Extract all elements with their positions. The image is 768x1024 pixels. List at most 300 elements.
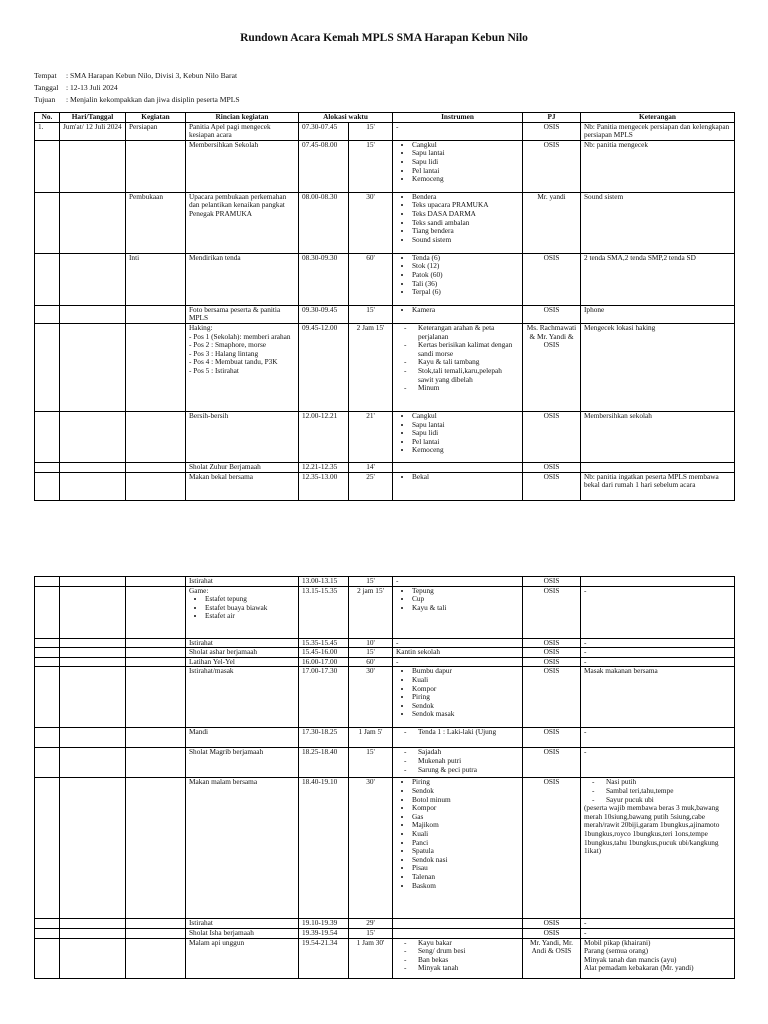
cell-durasi: 30' (349, 192, 393, 253)
cell-instrumen (393, 748, 523, 778)
cell-instrumen (393, 667, 523, 728)
cell-keterangan (581, 253, 735, 305)
column-header: Kegiatan (126, 113, 186, 123)
cell-jam: 18.40-19.10 (299, 778, 349, 919)
cell-kegiatan (126, 638, 186, 648)
item-list (396, 254, 519, 297)
list-item: - Sayur pucuk ubi (606, 796, 731, 805)
keterangan-text: Mengecek lokasi haking (584, 323, 656, 332)
list-item: • Cup (412, 595, 519, 604)
cell-keterangan (581, 778, 735, 919)
cell-hari (60, 305, 126, 323)
list-item: • Kuali (412, 676, 519, 685)
cell-pj: OSIS (523, 928, 581, 938)
cell-rincian: Mandi (186, 728, 299, 748)
list-item: - Sajadah (418, 748, 519, 757)
cell-rincian: Malam api unggun (186, 938, 299, 978)
list-item: - Minyak tanah (418, 964, 519, 973)
cell-kegiatan (126, 140, 186, 192)
cell-instrumen (393, 928, 523, 938)
table-row (35, 657, 735, 667)
list-item: • Pisau (412, 864, 519, 873)
cell-jam: 18.25-18.40 (299, 748, 349, 778)
list-item: • Tenda (6) (412, 254, 519, 263)
list-item: • Baskom (412, 882, 519, 891)
list-item: • Panci (412, 839, 519, 848)
cell-jam: 13.00-13.15 (299, 577, 349, 587)
cell-pj: OSIS (523, 667, 581, 728)
cell-no: 1. (35, 122, 60, 140)
meta-key: Tujuan (34, 95, 56, 104)
cell-keterangan (581, 928, 735, 938)
cell-instrumen: - (393, 638, 523, 648)
item-list (396, 324, 519, 393)
cell-jam: 15.35-15.45 (299, 638, 349, 648)
item-list (396, 193, 519, 245)
cell-keterangan (581, 919, 735, 929)
cell-instrumen (393, 323, 523, 411)
cell-no (35, 140, 60, 192)
cell-no (35, 192, 60, 253)
list-item: • Kuali (412, 830, 519, 839)
list-item: • Tiang bendera (412, 227, 519, 236)
table-row (35, 305, 735, 323)
table-row (35, 411, 735, 462)
list-item: • Teks sandi ambalan (412, 219, 519, 228)
list-item: • Talenan (412, 873, 519, 882)
cell-no (35, 253, 60, 305)
list-item: • Bendera (412, 193, 519, 202)
keterangan-text: - (584, 638, 587, 647)
item-list (396, 473, 519, 482)
list-item: - Stok,tali temali,karu,pelepah sawit yang dibelah (418, 367, 519, 384)
meta-key: Tempat (34, 71, 57, 80)
cell-durasi: 1 Jam 30' (349, 938, 393, 978)
cell-no (35, 638, 60, 648)
list-item: - Tenda 1 : Laki-laki (Ujung (418, 728, 519, 737)
keterangan-text: Iphone (584, 305, 605, 314)
meta-row (34, 94, 240, 106)
cell-kegiatan (126, 577, 186, 587)
cell-jam: 12.35-13.00 (299, 472, 349, 500)
column-header: Keterangan (581, 113, 735, 123)
list-item: • Sapu lidi (412, 429, 519, 438)
cell-instrumen (393, 919, 523, 929)
table-row (35, 648, 735, 658)
cell-jam: 09.30-09.45 (299, 305, 349, 323)
cell-jam: 15.45-16.00 (299, 648, 349, 658)
keterangan-text: Membersihkan sekolah (584, 411, 652, 420)
cell-hari (60, 586, 126, 638)
cell-no (35, 938, 60, 978)
cell-hari (60, 472, 126, 500)
cell-no (35, 919, 60, 929)
cell-instrumen (393, 305, 523, 323)
cell-durasi: 15' (349, 648, 393, 658)
cell-rincian: Haking: - Pos 1 (Sekolah): memberi arahan - Pos 2 : Smaphore, morse - Pos 3 : Halang lintang - Pos 4 : Membuat tandu, P3K - Pos 5 : Istirahat (186, 323, 299, 411)
cell-keterangan (581, 667, 735, 728)
cell-kegiatan: Persiapan (126, 122, 186, 140)
cell-durasi: 2 jam 15' (349, 586, 393, 638)
rundown-table-2 (34, 576, 735, 979)
meta-value: : 12-13 Juli 2024 (66, 83, 118, 92)
table-row (35, 577, 735, 587)
table-row (35, 140, 735, 192)
list-item: • Botol minum (412, 796, 519, 805)
cell-pj: Mr. Yandi, Mr. Andi & OSIS (523, 938, 581, 978)
column-header: Rincian kegiatan (186, 113, 299, 123)
cell-instrumen: - (393, 577, 523, 587)
cell-durasi: 15' (349, 577, 393, 587)
cell-hari (60, 577, 126, 587)
cell-pj: OSIS (523, 919, 581, 929)
rundown-table-1 (34, 112, 735, 501)
cell-pj: OSIS (523, 305, 581, 323)
cell-kegiatan (126, 305, 186, 323)
cell-pj: OSIS (523, 648, 581, 658)
list-item: • Sapu lantai (412, 421, 519, 430)
keterangan-text: Sound sistem (584, 192, 624, 201)
page-title: Rundown Acara Kemah MPLS SMA Harapan Kebun Nilo (240, 32, 528, 44)
table-row (35, 667, 735, 728)
cell-rincian: Istirahat/masak (186, 667, 299, 728)
cell-rincian: Istirahat (186, 919, 299, 929)
cell-kegiatan (126, 928, 186, 938)
cell-kegiatan: Pembukaan (126, 192, 186, 253)
table-row (35, 472, 735, 500)
cell-rincian: Mendirikan tenda (186, 253, 299, 305)
cell-jam: 12.00-12.21 (299, 411, 349, 462)
cell-no (35, 648, 60, 658)
list-item: - Seng/ drum besi (418, 947, 519, 956)
cell-kegiatan (126, 667, 186, 728)
cell-durasi: 30' (349, 667, 393, 728)
cell-keterangan (581, 140, 735, 192)
cell-instrumen: - (393, 657, 523, 667)
list-item: • Cangkul (412, 412, 519, 421)
cell-hari (60, 411, 126, 462)
list-item: • Kamera (412, 306, 519, 315)
cell-hari (60, 748, 126, 778)
cell-instrumen: - (393, 122, 523, 140)
keterangan-text: 2 tenda SMA,2 tenda SMP,2 tenda SD (584, 253, 696, 262)
keterangan-text: Nb: panitia ingatkan peserta MPLS membawa bekal dari rumah 1 hari sebelum acara (584, 472, 719, 490)
table-row (35, 938, 735, 978)
cell-pj: Mr. yandi (523, 192, 581, 253)
item-list (396, 939, 519, 973)
cell-durasi: 15' (349, 140, 393, 192)
cell-pj: OSIS (523, 728, 581, 748)
cell-pj: OSIS (523, 462, 581, 472)
cell-rincian: Sholat Isha berjamaah (186, 928, 299, 938)
cell-jam: 16.00-17.00 (299, 657, 349, 667)
cell-hari (60, 778, 126, 919)
cell-kegiatan (126, 472, 186, 500)
cell-rincian: Foto bersama peserta & panitia MPLS (186, 305, 299, 323)
cell-durasi: 60' (349, 253, 393, 305)
keterangan-text: - (584, 747, 587, 757)
cell-jam: 07.30-07.45 (299, 122, 349, 140)
cell-hari (60, 648, 126, 658)
cell-hari (60, 253, 126, 305)
column-header: Hari/Tanggal (60, 113, 126, 123)
cell-instrumen (393, 462, 523, 472)
item-list (396, 748, 519, 774)
cell-kegiatan (126, 919, 186, 929)
cell-hari (60, 938, 126, 978)
cell-keterangan (581, 648, 735, 658)
cell-rincian: Membersihkan Sekolah (186, 140, 299, 192)
cell-keterangan (581, 472, 735, 500)
cell-kegiatan: Inti (126, 253, 186, 305)
cell-jam: 13.15-15.35 (299, 586, 349, 638)
cell-hari (60, 192, 126, 253)
cell-no (35, 928, 60, 938)
list-item: • Bekal (412, 473, 519, 482)
cell-rincian: Upacara pembukaan perkemahan dan pelantikan kenaikan pangkat Penegak PRAMUKA (186, 192, 299, 253)
list-item: - Kayu bakar (418, 939, 519, 948)
cell-jam: 07.45-08.00 (299, 140, 349, 192)
cell-no (35, 728, 60, 748)
list-item: • Kompor (412, 685, 519, 694)
cell-hari (60, 919, 126, 929)
list-item: • Sapu lantai (412, 149, 519, 158)
cell-rincian: Sholat Zuhur Berjamaah (186, 462, 299, 472)
column-header: Instrumen (393, 113, 523, 123)
list-item: • Cangkul (412, 141, 519, 150)
cell-instrumen (393, 778, 523, 919)
column-header: No. (35, 113, 60, 123)
table-row (35, 748, 735, 778)
cell-no (35, 667, 60, 728)
list-item: - Kertas berisikan kalimat dengan sandi morse (418, 341, 519, 358)
cell-kegiatan (126, 778, 186, 919)
cell-rincian: Istirahat (186, 638, 299, 648)
table-row (35, 919, 735, 929)
cell-pj: OSIS (523, 778, 581, 919)
cell-kegiatan (126, 657, 186, 667)
table-row (35, 253, 735, 305)
column-header: Alokasi waktu (299, 113, 393, 123)
meta-row (34, 70, 240, 82)
cell-pj: OSIS (523, 411, 581, 462)
cell-jam: 19.54-21.34 (299, 938, 349, 978)
list-item: • Sapu lidi (412, 158, 519, 167)
keterangan-text: - (584, 657, 587, 666)
cell-durasi: 10' (349, 638, 393, 648)
cell-keterangan (581, 586, 735, 638)
list-item: • Stok (12) (412, 262, 519, 271)
keterangan-text: (peserta wajib membawa beras 3 muk,bawang merah 10siung,bawang putih 5siung,cabe merah/rawit 20biji,garam 1bungkus,ajinamoto 1bungkus,royco 1bungkus,teri 1ons,tempe 1bungkus,tahu 1bungkus,pucuk ubi/kangkung 1ikat) (584, 803, 720, 856)
cell-jam: 12.21-12.35 (299, 462, 349, 472)
item-list (396, 412, 519, 455)
list-item: • Spatula (412, 847, 519, 856)
cell-kegiatan (126, 728, 186, 748)
cell-hari (60, 928, 126, 938)
cell-rincian: Bersih-bersih (186, 411, 299, 462)
cell-no (35, 748, 60, 778)
cell-jam: 09.45-12.00 (299, 323, 349, 411)
table-header-row (35, 113, 735, 123)
list-item: - Mukenah putri (418, 757, 519, 766)
cell-pj: OSIS (523, 122, 581, 140)
list-item: • Bumbu dapur (412, 667, 519, 676)
list-item: • Sound sistem (412, 236, 519, 245)
cell-keterangan (581, 122, 735, 140)
cell-pj: OSIS (523, 748, 581, 778)
cell-instrumen (393, 411, 523, 462)
cell-rincian: Game: • Estafet tepung • Estafet buaya biawak • Estafet air (186, 586, 299, 638)
cell-pj: OSIS (523, 472, 581, 500)
cell-instrumen (393, 728, 523, 748)
cell-hari (60, 638, 126, 648)
list-item: - Keterangan arahan & peta perjalanan (418, 324, 519, 341)
table-row (35, 728, 735, 748)
meta-row (34, 82, 240, 94)
cell-keterangan (581, 577, 735, 587)
cell-no (35, 657, 60, 667)
list-item: • Piring (412, 693, 519, 702)
list-item: • Estafet tepung (205, 595, 295, 604)
cell-instrumen (393, 253, 523, 305)
item-list (189, 595, 295, 621)
list-item: - Sambal teri,tahu,tempe (606, 787, 731, 796)
cell-kegiatan (126, 938, 186, 978)
meta-value: : Menjalin kekompakkan dan jiwa disiplin peserta MPLS (66, 95, 240, 104)
table-row (35, 192, 735, 253)
cell-keterangan (581, 305, 735, 323)
keterangan-text: - (584, 928, 587, 937)
cell-durasi: 15' (349, 748, 393, 778)
item-list (396, 778, 519, 890)
item-list (396, 667, 519, 719)
cell-pj: OSIS (523, 586, 581, 638)
cell-keterangan (581, 323, 735, 411)
table-row (35, 462, 735, 472)
cell-keterangan (581, 938, 735, 978)
list-item: - Minum (418, 384, 519, 393)
list-item: • Estafet buaya biawak (205, 604, 295, 613)
cell-rincian: Istirahat (186, 577, 299, 587)
cell-keterangan (581, 657, 735, 667)
cell-kegiatan (126, 323, 186, 411)
cell-durasi: 21' (349, 411, 393, 462)
cell-kegiatan (126, 648, 186, 658)
cell-durasi: 2 Jam 15' (349, 323, 393, 411)
list-item: • Piring (412, 778, 519, 787)
keterangan-text: Nb: panitia mengecek (584, 140, 649, 149)
cell-jam: 17.00-17.30 (299, 667, 349, 728)
cell-hari: Jum'at/ 12 Juli 2024 (60, 122, 126, 140)
cell-keterangan (581, 462, 735, 472)
cell-keterangan (581, 192, 735, 253)
cell-no (35, 577, 60, 587)
cell-instrumen (393, 472, 523, 500)
cell-jam: 19.10-19.39 (299, 919, 349, 929)
cell-keterangan (581, 411, 735, 462)
cell-kegiatan (126, 462, 186, 472)
meta-value: : SMA Harapan Kebun Nilo, Divisi 3, Kebun Nilo Barat (66, 71, 238, 80)
cell-durasi: 14' (349, 462, 393, 472)
cell-jam: 17.30-18.25 (299, 728, 349, 748)
list-item: • Kemoceng (412, 175, 519, 184)
keterangan-text: Masak makanan bersama (584, 666, 658, 676)
document-meta (34, 70, 240, 106)
keterangan-text: - (584, 586, 587, 595)
list-item: • Sendok masak (412, 710, 519, 719)
cell-pj: OSIS (523, 657, 581, 667)
item-list (396, 141, 519, 184)
list-item: • Teks DASA DARMA (412, 210, 519, 219)
cell-pj: OSIS (523, 253, 581, 305)
list-item: - Nasi putih (606, 778, 731, 787)
cell-pj: OSIS (523, 577, 581, 587)
cell-jam: 08.00-08.30 (299, 192, 349, 253)
cell-rincian: Panitia Apel pagi mengecek kesiapan acara (186, 122, 299, 140)
cell-kegiatan (126, 411, 186, 462)
cell-no (35, 472, 60, 500)
list-item: • Pel lantai (412, 167, 519, 176)
cell-hari (60, 323, 126, 411)
list-item: - Ban bekas (418, 956, 519, 965)
list-item: • Patok (60) (412, 271, 519, 280)
cell-durasi: 15' (349, 305, 393, 323)
table-row (35, 122, 735, 140)
cell-no (35, 586, 60, 638)
keterangan-text: - (584, 918, 587, 928)
cell-hari (60, 667, 126, 728)
cell-hari (60, 140, 126, 192)
cell-instrumen (393, 938, 523, 978)
cell-durasi: 25' (349, 472, 393, 500)
cell-rincian: Makan malam bersama (186, 778, 299, 919)
keterangan-text: Mobil pikap (khairani) Parang (semua orang) Minyak tanah dan mancis (ayu) Alat pemadam kebakaran (Mr. yandi) (584, 938, 694, 973)
table-row (35, 778, 735, 919)
cell-pj: Ms. Rachmawati & Mr. Yandi & OSIS (523, 323, 581, 411)
cell-no (35, 411, 60, 462)
cell-durasi: 30' (349, 778, 393, 919)
cell-no (35, 778, 60, 919)
cell-rincian: Sholat ashar berjamaah (186, 648, 299, 658)
list-item: • Pel lantai (412, 438, 519, 447)
cell-pj: OSIS (523, 638, 581, 648)
cell-instrumen: Kantin sekolah (393, 648, 523, 658)
table-row (35, 323, 735, 411)
list-item: • Gas (412, 813, 519, 822)
cell-pj: OSIS (523, 140, 581, 192)
list-item: • Teks upacara PRAMUKA (412, 201, 519, 210)
cell-hari (60, 462, 126, 472)
cell-hari (60, 728, 126, 748)
cell-durasi: 60' (349, 657, 393, 667)
cell-keterangan (581, 728, 735, 748)
cell-keterangan (581, 748, 735, 778)
list-item: • Sendok nasi (412, 856, 519, 865)
item-list (396, 728, 519, 737)
list-item: • Majikom (412, 821, 519, 830)
list-item: • Kompor (412, 804, 519, 813)
keterangan-text: - (584, 727, 587, 737)
table-row (35, 928, 735, 938)
cell-no (35, 305, 60, 323)
item-list (396, 306, 519, 315)
list-item: • Sendok (412, 702, 519, 711)
cell-no (35, 462, 60, 472)
list-item: • Kemoceng (412, 446, 519, 455)
list-item: • Kayu & tali (412, 604, 519, 613)
list-item: • Tepung (412, 587, 519, 596)
cell-no (35, 323, 60, 411)
